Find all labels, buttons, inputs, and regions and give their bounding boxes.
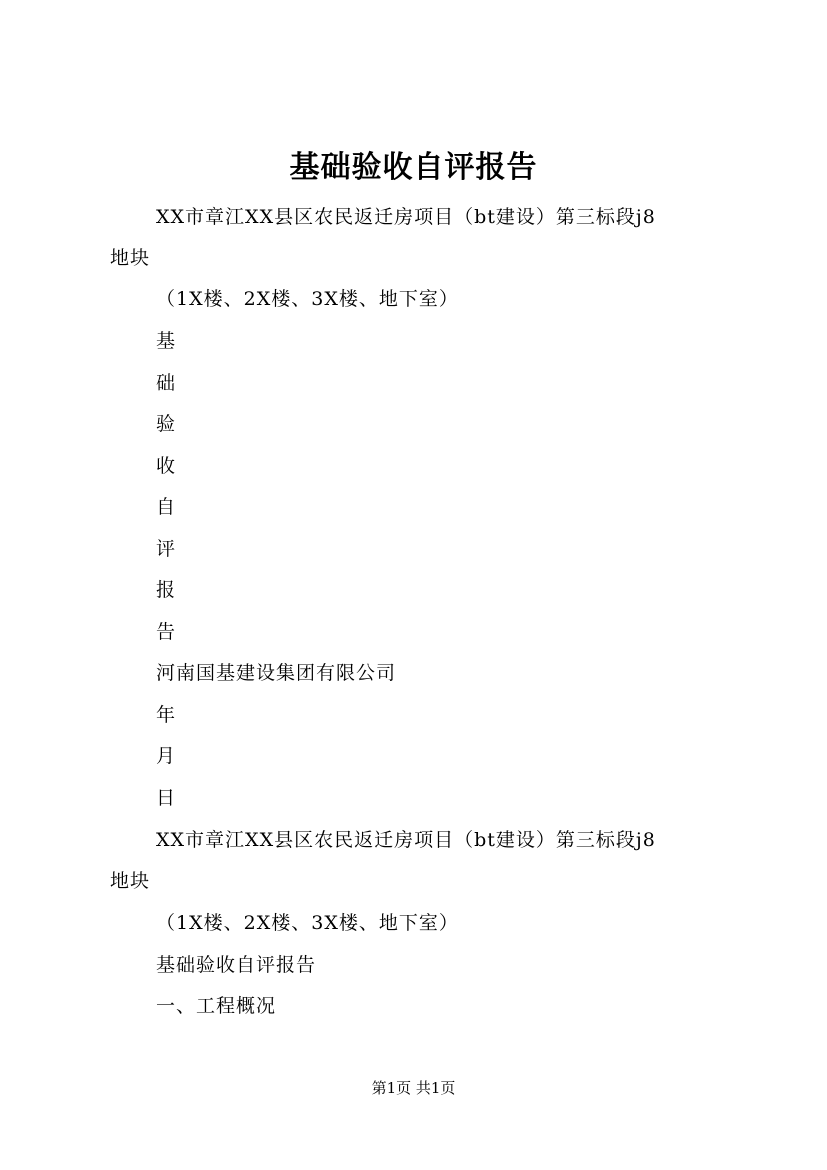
vertical-title-char: 报 <box>156 579 177 601</box>
vertical-title-char: 础 <box>156 372 177 394</box>
vertical-title-char: 自 <box>156 496 177 518</box>
project-name-line-1: XX市章江XX县区农民返迁房项目（bt建设）第三标段j8 <box>156 206 656 228</box>
company-name: 河南国基建设集团有限公司 <box>156 662 397 684</box>
vertical-title-char: 基 <box>156 330 177 352</box>
report-title-repeat: 基础验收自评报告 <box>156 954 317 976</box>
document-title: 基础验收自评报告 <box>289 150 538 185</box>
project-name-repeat-line-1: XX市章江XX县区农民返迁房项目（bt建设）第三标段j8 <box>156 829 656 851</box>
vertical-title-char: 收 <box>156 455 177 477</box>
page-number: 第1页 共1页 <box>371 1079 456 1097</box>
building-list: （1X楼、2X楼、3X楼、地下室） <box>156 288 459 310</box>
building-list-repeat: （1X楼、2X楼、3X楼、地下室） <box>156 912 459 934</box>
date-year: 年 <box>156 704 177 726</box>
section-heading: 一、工程概况 <box>156 995 277 1017</box>
project-name-line-2: 地块 <box>110 247 151 269</box>
vertical-title-char: 评 <box>156 538 177 560</box>
vertical-title-char: 验 <box>156 413 177 435</box>
date-month: 月 <box>156 745 177 767</box>
vertical-title-char: 告 <box>156 621 177 643</box>
date-day: 日 <box>156 787 177 809</box>
project-name-repeat-line-2: 地块 <box>110 870 151 892</box>
